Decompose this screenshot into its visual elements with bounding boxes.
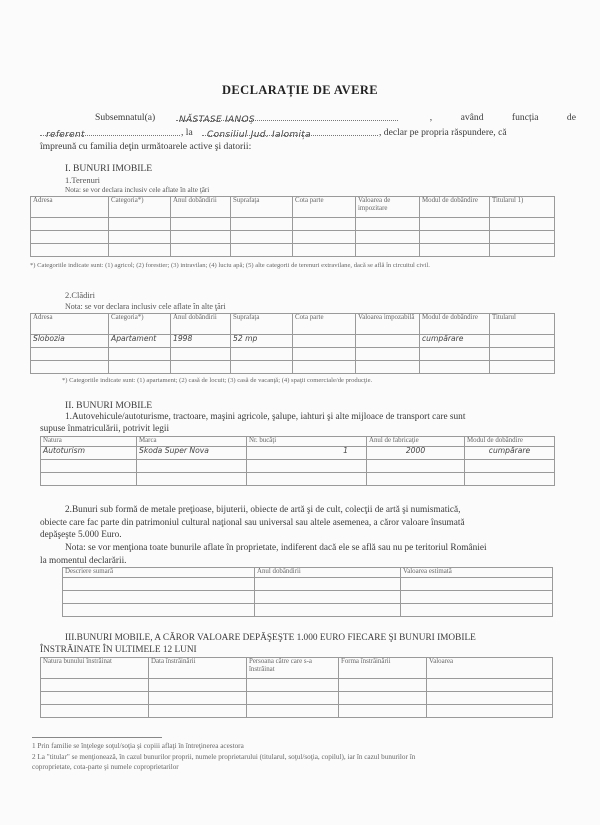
land-header-cell: Anul dobândirii <box>171 197 231 218</box>
table-row <box>41 460 555 473</box>
footnote-1: 1 Prin familie se înţelege soţul/soţia şi copiii aflaţi în întreţinerea acestora <box>32 742 244 750</box>
section2-heading: II. BUNURI MOBILE <box>65 400 153 411</box>
valuables-text-1: 2.Bunuri sub formă de metale preţioase, bijuterii, obiecte de artă şi de cult, colecţii de artă şi numismatică, <box>65 505 461 515</box>
buildings-subheading: 2.Clădiri <box>65 290 95 300</box>
building-category: Apartament <box>109 335 171 348</box>
alienated-goods-table <box>40 657 553 718</box>
table-row <box>31 244 555 257</box>
institution-field <box>202 124 378 140</box>
vehicle-acquisition: cumpărare <box>465 447 555 460</box>
declarant-institution: Consiliul Jud. Ialomița <box>207 130 311 140</box>
vehicle-count: 1 <box>247 447 367 460</box>
land-header-cell: Adresa <box>31 197 109 218</box>
table-row <box>31 335 555 348</box>
table-row <box>31 348 555 361</box>
document-title: DECLARAȚIE DE AVERE <box>221 83 379 97</box>
buildings-header-cell: Valoarea impozabilă <box>356 314 420 335</box>
building-categories-footnote: *) Categoriile indicate sunt: (1) apartament; (2) casă de locuit; (3) casă de vacanţă; (4) spaţii comerciale/de producţie. <box>62 377 373 384</box>
building-year: 1998 <box>171 335 231 348</box>
vehicle-make: Skoda Super Nova <box>137 447 247 460</box>
buildings-header-cell: Modul de dobândire <box>420 314 490 335</box>
land-categories-footnote: *) Categoriile indicate sunt: (1) agricol; (2) forestier; (3) intravilan; (4) luciu apă; (5) alte categorii de terenuri extravilane, dacă se află în circuitul civil. <box>30 262 430 269</box>
intro-function-label: , având funcția de <box>429 112 576 123</box>
valuables-header-cell: Valoarea estimată <box>401 568 553 578</box>
buildings-header-cell: Adresa <box>31 314 109 335</box>
vehicles-header-row <box>41 437 555 447</box>
building-owner <box>490 335 555 348</box>
land-table <box>30 196 555 257</box>
valuables-header-cell: Descriere sumară <box>63 568 255 578</box>
vehicles-header-cell: Modul de dobândire <box>465 437 555 447</box>
valuables-header-cell: Anul dobândirii <box>255 568 401 578</box>
vehicles-header-cell: Anul de fabricaţie <box>367 437 465 447</box>
alienated-header-cell: Natura bunului înstrăinat <box>41 658 149 679</box>
land-header-row <box>31 197 555 218</box>
valuables-table <box>62 567 553 617</box>
land-header-cell: Suprafaţa <box>231 197 293 218</box>
table-row <box>63 591 553 604</box>
buildings-header-row <box>31 314 555 335</box>
buildings-header-cell: Categoria*) <box>109 314 171 335</box>
table-row <box>41 679 553 692</box>
footnote-2b: coproprietate, cota-parte şi numele coproprietarilor <box>32 763 179 771</box>
declarant-function: referent <box>46 130 85 140</box>
land-header-cell: Cota parte <box>293 197 356 218</box>
valuables-text-2: obiecte care fac parte din patrimoniul cultural naţional sau universal sau altele asemenea, a căror valoare însumată <box>40 518 465 528</box>
land-subheading: 1.Terenuri <box>65 175 101 185</box>
vehicles-header-cell: Nr. bucăţi <box>247 437 367 447</box>
intro-declare: , declar pe propria răspundere, că <box>379 127 507 138</box>
table-row <box>63 604 553 617</box>
section3-heading-1: III.BUNURI MOBILE, A CĂROR VALOARE DEPĂŞEŞTE 1.000 EURO FIECARE ŞI BUNURI IMOBILE <box>65 633 476 643</box>
name-field <box>176 109 398 125</box>
table-row <box>41 692 553 705</box>
table-row <box>31 361 555 374</box>
alienated-header-cell: Persoana către care s-a înstrăinat <box>247 658 339 679</box>
vehicles-header-cell: Natura <box>41 437 137 447</box>
intro-at: , la <box>181 127 193 138</box>
building-value <box>356 335 420 348</box>
table-row <box>41 473 555 486</box>
vehicle-type: Autoturism <box>41 447 137 460</box>
alienated-header-row <box>41 658 553 679</box>
footnote-separator <box>32 737 162 738</box>
buildings-header-cell: Anul dobândirii <box>171 314 231 335</box>
buildings-header-cell: Cota parte <box>293 314 356 335</box>
alienated-header-cell: Valoarea <box>427 658 553 679</box>
buildings-note: Nota: se vor declara inclusiv cele aflate în alte ţări <box>65 302 226 311</box>
valuables-note-1: Nota: se vor menţiona toate bunurile aflate în proprietate, indiferent dacă ele se află sau nu pe teritoriul României <box>65 543 487 553</box>
vehicles-header-cell: Marca <box>137 437 247 447</box>
intro-line3: împreună cu familia deţin următoarele active şi datorii: <box>40 141 252 152</box>
table-row <box>41 705 553 718</box>
alienated-header-cell: Data înstrăinării <box>149 658 247 679</box>
buildings-header-cell: Suprafaţa <box>231 314 293 335</box>
valuables-note-2: la momentul declarării. <box>40 556 127 566</box>
vehicles-text-2: supuse înmatriculării, potrivit legii <box>40 424 170 434</box>
buildings-header-cell: Titularul <box>490 314 555 335</box>
section3-heading-2: ÎNSTRĂINATE ÎN ULTIMELE 12 LUNI <box>40 645 197 655</box>
land-header-cell: Modul de dobândire <box>420 197 490 218</box>
vehicle-year: 2000 <box>367 447 465 460</box>
table-row <box>31 231 555 244</box>
land-note: Nota: se vor declara inclusiv cele aflate în alte ţări <box>65 186 210 194</box>
vehicles-table <box>40 436 555 486</box>
function-field <box>40 124 180 140</box>
buildings-table <box>30 313 555 374</box>
building-acquisition: cumpărare <box>420 335 490 348</box>
footnote-2a: 2 La "titular" se menţionează, în cazul bunurilor proprii, numele proprietarului (titularul, soţul/soţia, copilul), iar în cazul bunurilor în <box>32 753 416 761</box>
table-row <box>63 578 553 591</box>
declarant-name: NĂSTASE IANOȘ <box>179 115 255 125</box>
building-area: 52 mp <box>231 335 293 348</box>
valuables-header-row <box>63 568 553 578</box>
land-header-cell: Categoria*) <box>109 197 171 218</box>
land-header-cell: Valoarea de impozitare <box>356 197 420 218</box>
alienated-header-cell: Forma înstrăinării <box>339 658 427 679</box>
building-share <box>293 335 356 348</box>
section1-heading: I. BUNURI IMOBILE <box>65 163 153 174</box>
building-address: Slobozia <box>31 335 109 348</box>
table-row <box>41 447 555 460</box>
valuables-text-3: depăşeşte 5.000 Euro. <box>40 530 122 540</box>
land-header-cell: Titularul 1) <box>490 197 555 218</box>
table-row <box>31 218 555 231</box>
vehicles-text-1: 1.Autovehicule/autoturisme, tractoare, maşini agricole, şalupe, iahturi şi alte mijloace de transport care sunt <box>65 412 466 422</box>
intro-prefix: Subsemnatul(a) <box>95 112 156 123</box>
